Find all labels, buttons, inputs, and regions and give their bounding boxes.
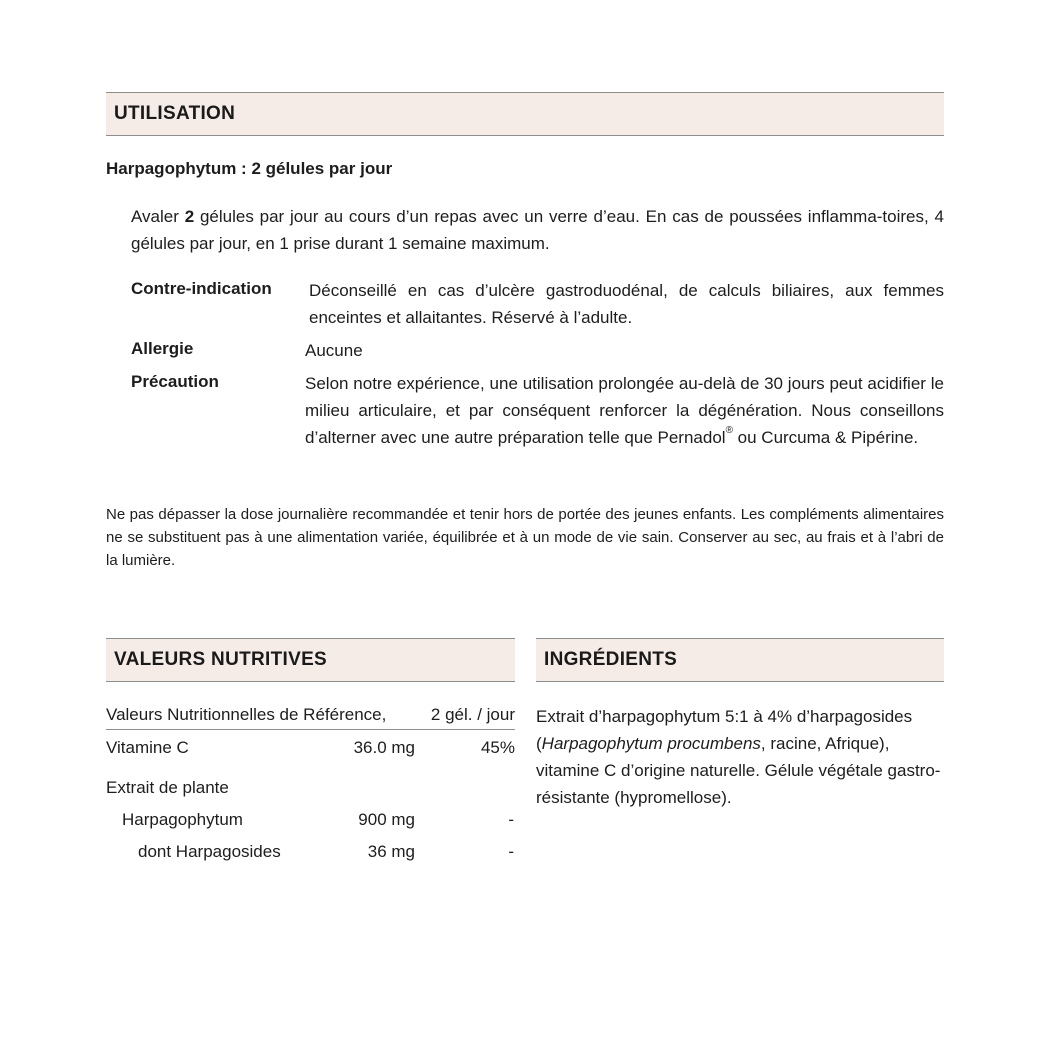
ingredients-latin-name: Harpagophytum procumbens [541,734,761,753]
dosage-instructions [131,203,944,257]
ingredients-heading: INGRÉDIENTS [536,638,944,682]
allergie-text: Aucune [305,341,363,360]
table-row-vitamine-c-amount: 36.0 mg [353,738,415,757]
table-row-vitamine-c-name: Vitamine C [106,738,189,757]
table-row-harpagosides-vnr: - [508,842,514,861]
nutrition-col-header: Valeurs Nutritionnelles de Référence, [106,705,387,724]
contre-indication-text: Déconseillé en cas d’ulcère gastroduodénal, de calculs biliaires, aux femmes enceintes et allaitantes. Réservé à l’adulte. [309,281,944,327]
ingredients-text-start: Extrait d’harpagophytum 5:1 à 4% d’harpagosides ( [536,707,913,753]
table-row-harpagosides-amount: 36 mg [367,842,415,861]
table-row-harpagophytum-amount: 900 mg [358,810,415,829]
dosage-text-before: Avaler [131,207,185,226]
precaution-text-end: ou Curcuma & Pipérine. [732,428,919,447]
precaution-label: Précaution [131,372,219,391]
precaution-text-main: Selon notre expérience, une utilisation prolongée au-delà de 30 jours peut acidifier le milieu articulaire, et par conséquent renforcer la dégénération. Nous conseillons d’alterner avec une autre préparation telle que Pernadol [305,374,944,447]
ingredients-text [536,703,944,811]
table-row-extrait-name: Extrait de plante [106,778,229,797]
table-row-harpagophytum-vnr: - [508,810,514,829]
table-row-harpagosides-name: dont Harpagosides [138,842,281,861]
disclaimer-text: Ne pas dépasser la dose journalière recommandée et tenir hors de portée des jeunes enfants. Les compléments alimentaires ne se substituent pas à une alimentation variée, équilibrée et à un mode de vie sain. Conserver au sec, au frais et à l’abri de la lumière. [106,506,944,569]
table-row-vitamine-c-vnr: 45% [480,738,515,757]
precaution-text [305,370,944,451]
product-dosage-title: Harpagophytum : 2 gélules par jour [106,159,393,178]
nutrition-table-header [106,703,515,730]
table-row-harpagophytum-name: Harpagophytum [122,810,243,829]
nutrition-amount-header: 2 gél. / jour [430,705,515,724]
ingredients-text-end: , racine, Afrique), vitamine C d’origine naturelle. Gélule végétale gastro-résistante (hypromellose). [536,734,941,807]
contre-indication-label: Contre-indication [131,279,272,298]
registered-mark: ® [725,425,733,436]
dosage-text-after: gélules par jour au cours d’un repas avec un verre d’eau. En cas de poussées inflamma-toires, 4 gélules par jour, en 1 prise durant 1 semaine maximum. [131,207,944,253]
dosage-count: 2 [184,207,195,226]
valeurs-nutritives-heading: VALEURS NUTRITIVES [106,638,515,682]
utilisation-heading: UTILISATION [106,92,944,136]
allergie-label: Allergie [131,339,194,358]
